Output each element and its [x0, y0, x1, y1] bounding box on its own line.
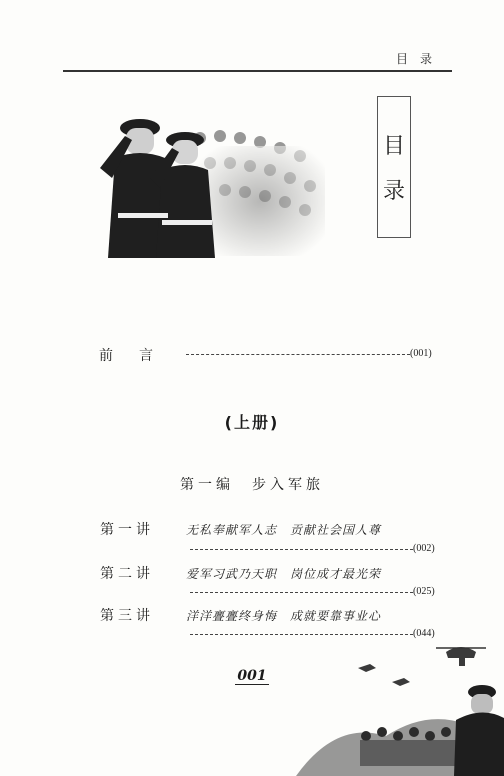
volume-title: (上册): [224, 413, 280, 432]
toc-heading-char: 录: [382, 179, 405, 204]
toc-heading-box: [377, 96, 411, 238]
header-rule: [63, 70, 452, 72]
lecture-label[interactable]: 第三讲: [100, 608, 154, 624]
leader-dots: [190, 549, 413, 550]
leader-dots: [186, 354, 410, 355]
page-number-text: 001: [237, 668, 267, 684]
lecture-title[interactable]: 无私奉献军人志 贡献社会国人尊: [186, 523, 382, 537]
part-title: 第一编 步入军旅: [180, 477, 324, 493]
saluting-soldiers-image: [80, 108, 330, 263]
page-ref: (002): [413, 543, 435, 554]
leader-dots: [190, 634, 413, 635]
lecture-label[interactable]: 第一讲: [100, 522, 154, 538]
lecture-title[interactable]: 爱军习武乃天职 岗位成才最光荣: [186, 567, 382, 581]
preface-label[interactable]: 前言: [99, 348, 179, 364]
page-ref: (025): [413, 586, 435, 597]
lecture-label[interactable]: 第二讲: [100, 566, 154, 582]
page-ref: (044): [413, 628, 435, 639]
toc-heading-char: 目: [382, 134, 405, 159]
page-ref: (001): [410, 348, 432, 359]
military-parade-illustration: [296, 640, 504, 776]
lecture-title[interactable]: 洋洋亹亹终身悔 成就要靠事业心: [186, 609, 382, 623]
running-header: 目录: [395, 52, 444, 66]
leader-dots: [190, 592, 413, 593]
